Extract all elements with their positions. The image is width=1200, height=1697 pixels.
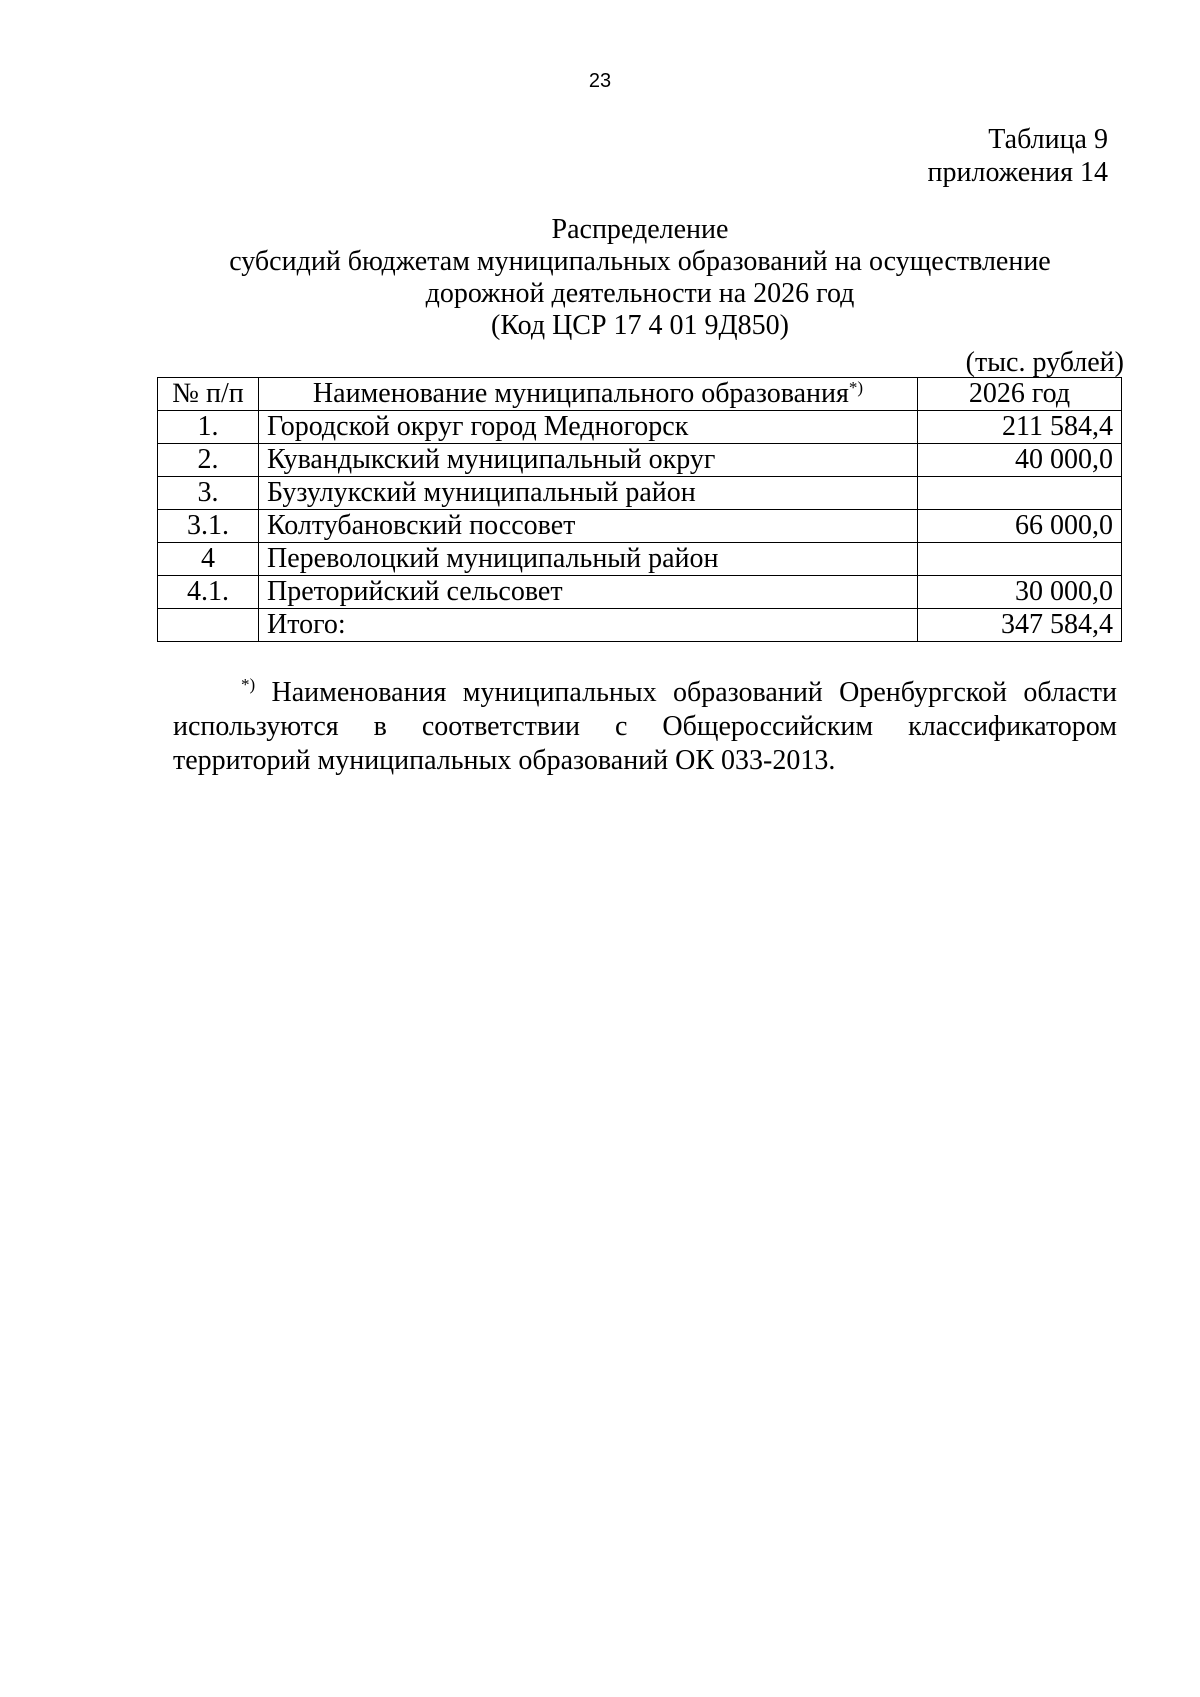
row-number: 1. [158, 411, 259, 444]
header-number: № п/п [158, 378, 259, 411]
title-line-4: (Код ЦСР 17 4 01 9Д850) [491, 310, 789, 341]
table-row [158, 444, 1122, 477]
footnote-text: Наименования муниципальных образований Оренбургской области используются в соответствии с Общероссийским классификатором территорий муниципальных образований ОК 033-2013. [173, 677, 1117, 776]
row-name: Преторийский сельсовет [259, 576, 918, 609]
header-name-text: Наименование муниципального образования [312, 378, 849, 409]
table-reference [928, 123, 1109, 189]
table-row [158, 609, 1122, 642]
header-name [259, 378, 918, 411]
row-name: Переволоцкий муниципальный район [259, 543, 918, 576]
footnote-mark: *) [241, 675, 256, 694]
row-name: Бузулукский муниципальный район [259, 477, 918, 510]
row-value [918, 543, 1122, 576]
row-value: 347 584,4 [918, 609, 1122, 642]
header-year: 2026 год [918, 378, 1122, 411]
row-name: Итого: [259, 609, 918, 642]
units-label: (тыс. рублей) [965, 347, 1124, 378]
table-reference-line-2: приложения 14 [927, 157, 1108, 188]
row-value: 40 000,0 [918, 444, 1122, 477]
header-footnote-mark: *) [848, 378, 864, 397]
title-line-2: субсидий бюджетам муниципальных образований на осуществление [229, 246, 1051, 277]
table-body [158, 411, 1122, 642]
row-number: 2. [158, 444, 259, 477]
row-number: 3.1. [158, 510, 259, 543]
table-row [158, 411, 1122, 444]
table-header-row [158, 378, 1122, 411]
table-row [158, 510, 1122, 543]
row-value: 211 584,4 [918, 411, 1122, 444]
row-value [918, 477, 1122, 510]
subsidy-table [157, 377, 1122, 642]
row-value: 30 000,0 [918, 576, 1122, 609]
table-row [158, 477, 1122, 510]
table-reference-line-1: Таблица 9 [988, 124, 1108, 155]
row-name: Городской округ город Медногорск [259, 411, 918, 444]
row-value: 66 000,0 [918, 510, 1122, 543]
row-number: 4 [158, 543, 259, 576]
row-number: 3. [158, 477, 259, 510]
table-row [158, 543, 1122, 576]
row-number: 4.1. [158, 576, 259, 609]
footnote [173, 676, 1117, 778]
title-line-3: дорожной деятельности на 2026 год [425, 278, 855, 309]
page-number: 23 [588, 70, 612, 92]
row-name: Колтубановский поссовет [259, 510, 918, 543]
table-row [158, 576, 1122, 609]
title-line-1: Распределение [551, 214, 729, 245]
row-name: Кувандыкский муниципальный округ [259, 444, 918, 477]
document-title [160, 214, 1120, 342]
row-number [158, 609, 259, 642]
